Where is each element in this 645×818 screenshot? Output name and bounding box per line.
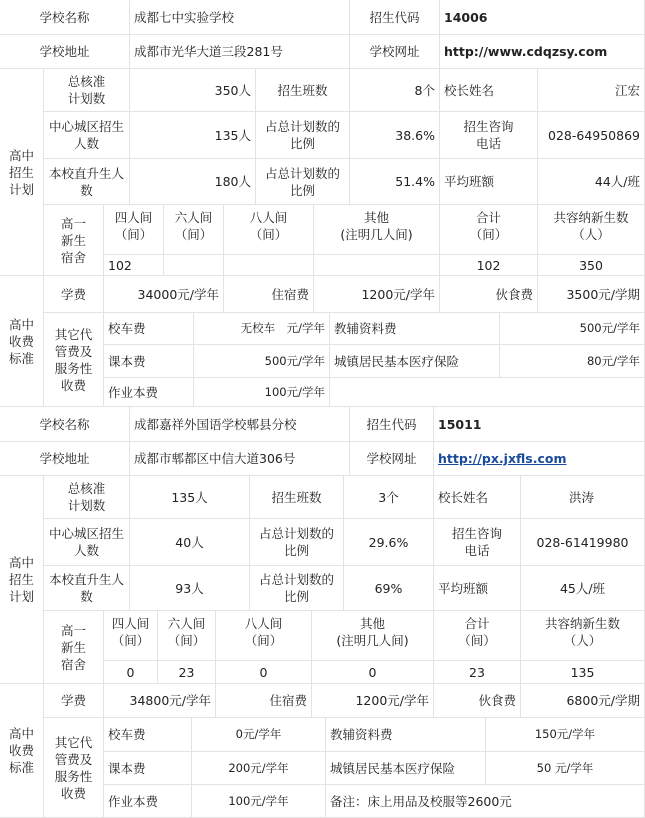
dorm-capacity-value: 135: [521, 661, 645, 684]
city-enroll-label: 中心城区招生 人数: [44, 112, 130, 159]
medical-fee-value: 80元/学年: [500, 345, 645, 378]
dorm-6-label: 六人间 （间）: [164, 205, 224, 255]
textbook-fee-label: 课本费: [104, 752, 192, 785]
section-hs-plan: 高中 招生 计划: [0, 476, 44, 684]
aux-fee-value: 500元/学年: [500, 313, 645, 345]
medical-fee-label: 城镇居民基本医疗保险: [330, 345, 500, 378]
tuition-label: 学费: [44, 276, 104, 313]
aux-fee-label: 教辅资料费: [330, 313, 500, 345]
plan-label: 总核准 计划数: [44, 69, 130, 112]
ratio-2-value: 69%: [344, 566, 434, 611]
enroll-code-label: 招生代码: [350, 407, 434, 442]
dorm-other-value: 0: [312, 661, 434, 684]
consult-phone-label: 招生咨询 电话: [434, 519, 521, 566]
dorm-other-label: 其他 (注明几人间): [314, 205, 440, 255]
avg-class-label: 平均班额: [434, 566, 521, 611]
school-name: 成都嘉祥外国语学校郫县分校: [130, 407, 350, 442]
direct-promo-value: 180人: [130, 159, 256, 205]
lodging-label: 住宿费: [216, 684, 312, 718]
avg-class-value: 44人/班: [538, 159, 645, 205]
school-address: 成都市光华大道三段281号: [130, 35, 350, 69]
consult-phone-label: 招生咨询 电话: [440, 112, 538, 159]
dorm-4-value: 102: [104, 255, 164, 276]
school-address-label: 学校地址: [0, 35, 130, 69]
school-name-label: 学校名称: [0, 407, 130, 442]
textbook-fee-value: 200元/学年: [192, 752, 326, 785]
ratio-1-value: 38.6%: [350, 112, 440, 159]
enroll-code: 15011: [434, 407, 645, 442]
textbook-fee-value: 500元/学年: [194, 345, 330, 378]
dorm-6-value: [164, 255, 224, 276]
dorm-8-label: 八人间 （间）: [216, 611, 312, 661]
medical-fee-label: 城镇居民基本医疗保险: [326, 752, 486, 785]
dorm-6-label: 六人间 （间）: [158, 611, 216, 661]
homework-fee-value: 100元/学年: [192, 785, 326, 818]
textbook-fee-label: 课本费: [104, 345, 194, 378]
dorm-other-value: [314, 255, 440, 276]
dorm-total-label: 合计 （间）: [434, 611, 521, 661]
empty-note-cell: [330, 378, 645, 407]
plan-label: 总核准 计划数: [44, 476, 130, 519]
plan-value: 135人: [130, 476, 250, 519]
bus-fee-value: 无校车 元/学年: [194, 313, 330, 345]
meal-value: 6800元/学期: [521, 684, 645, 718]
dorm-capacity-label: 共容纳新生数 （人）: [521, 611, 645, 661]
enroll-code: 14006: [440, 0, 645, 35]
bus-fee-label: 校车费: [104, 718, 192, 752]
meal-label: 伙食费: [440, 276, 538, 313]
dorm-4-value: 0: [104, 661, 158, 684]
classes-value: 3个: [344, 476, 434, 519]
section-hs-fee: 高中 收费 标准: [0, 684, 44, 818]
school-website-cell: [434, 442, 645, 476]
ratio-1-label: 占总计划数的 比例: [250, 519, 344, 566]
dorm-capacity-value: 350: [538, 255, 645, 276]
meal-label: 伙食费: [434, 684, 521, 718]
consult-phone: 028-64950869: [538, 112, 645, 159]
school-website-link[interactable]: http://px.jxfls.com: [438, 451, 567, 466]
ratio-1-value: 29.6%: [344, 519, 434, 566]
classes-value: 8个: [350, 69, 440, 112]
enroll-code-label: 招生代码: [350, 0, 440, 35]
principal-label: 校长姓名: [440, 69, 538, 112]
homework-fee-label: 作业本费: [104, 785, 192, 818]
school-website-label: 学校网址: [350, 442, 434, 476]
other-fees-label: 其它代 管费及 服务性 收费: [44, 313, 104, 407]
dorm-6-value: 23: [158, 661, 216, 684]
tuition-value: 34000元/学年: [104, 276, 224, 313]
principal-label: 校长姓名: [434, 476, 521, 519]
dorm-8-value: 0: [216, 661, 312, 684]
consult-phone: 028-61419980: [521, 519, 645, 566]
direct-promo-label: 本校直升生人 数: [44, 566, 130, 611]
avg-class-value: 45人/班: [521, 566, 645, 611]
dorm-label: 高一 新生 宿舍: [44, 205, 104, 276]
lodging-value: 1200元/学年: [312, 684, 434, 718]
bus-fee-label: 校车费: [104, 313, 194, 345]
dorm-8-label: 八人间 （间）: [224, 205, 314, 255]
principal-name: 洪涛: [521, 476, 645, 519]
city-enroll-label: 中心城区招生 人数: [44, 519, 130, 566]
direct-promo-value: 93人: [130, 566, 250, 611]
city-enroll-value: 40人: [130, 519, 250, 566]
classes-label: 招生班数: [250, 476, 344, 519]
aux-fee-label: 教辅资料费: [326, 718, 486, 752]
dorm-4-label: 四人间 （间）: [104, 611, 158, 661]
dorm-8-value: [224, 255, 314, 276]
aux-fee-value: 150元/学年: [486, 718, 645, 752]
dorm-total-value: 102: [440, 255, 538, 276]
dorm-total-value: 23: [434, 661, 521, 684]
tuition-label: 学费: [44, 684, 104, 718]
bus-fee-value: 0元/学年: [192, 718, 326, 752]
principal-name: 江宏: [538, 69, 645, 112]
homework-fee-value: 100元/学年: [194, 378, 330, 407]
dorm-capacity-label: 共容纳新生数 （人）: [538, 205, 645, 255]
school-name-label: 学校名称: [0, 0, 130, 35]
school-address-label: 学校地址: [0, 442, 130, 476]
homework-fee-label: 作业本费: [104, 378, 194, 407]
school-address: 成都市郫都区中信大道306号: [130, 442, 350, 476]
section-hs-fee: 高中 收费 标准: [0, 276, 44, 407]
school-website: http://www.cdqzsy.com: [440, 35, 645, 69]
section-hs-plan: 高中 招生 计划: [0, 69, 44, 276]
lodging-label: 住宿费: [224, 276, 314, 313]
note: 备注：床上用品及校服等2600元: [326, 785, 645, 818]
dorm-total-label: 合计 （间）: [440, 205, 538, 255]
direct-promo-label: 本校直升生人 数: [44, 159, 130, 205]
ratio-2-label: 占总计划数的 比例: [256, 159, 350, 205]
meal-value: 3500元/学期: [538, 276, 645, 313]
avg-class-label: 平均班额: [440, 159, 538, 205]
ratio-1-label: 占总计划数的 比例: [256, 112, 350, 159]
other-fees-label: 其它代 管费及 服务性 收费: [44, 718, 104, 818]
city-enroll-value: 135人: [130, 112, 256, 159]
dorm-other-label: 其他 (注明几人间): [312, 611, 434, 661]
classes-label: 招生班数: [256, 69, 350, 112]
school-name: 成都七中实验学校: [130, 0, 350, 35]
ratio-2-label: 占总计划数的 比例: [250, 566, 344, 611]
dorm-4-label: 四人间 （间）: [104, 205, 164, 255]
lodging-value: 1200元/学年: [314, 276, 440, 313]
medical-fee-value: 50 元/学年: [486, 752, 645, 785]
tuition-value: 34800元/学年: [104, 684, 216, 718]
plan-value: 350人: [130, 69, 256, 112]
ratio-2-value: 51.4%: [350, 159, 440, 205]
school-website-label: 学校网址: [350, 35, 440, 69]
dorm-label: 高一 新生 宿舍: [44, 611, 104, 684]
